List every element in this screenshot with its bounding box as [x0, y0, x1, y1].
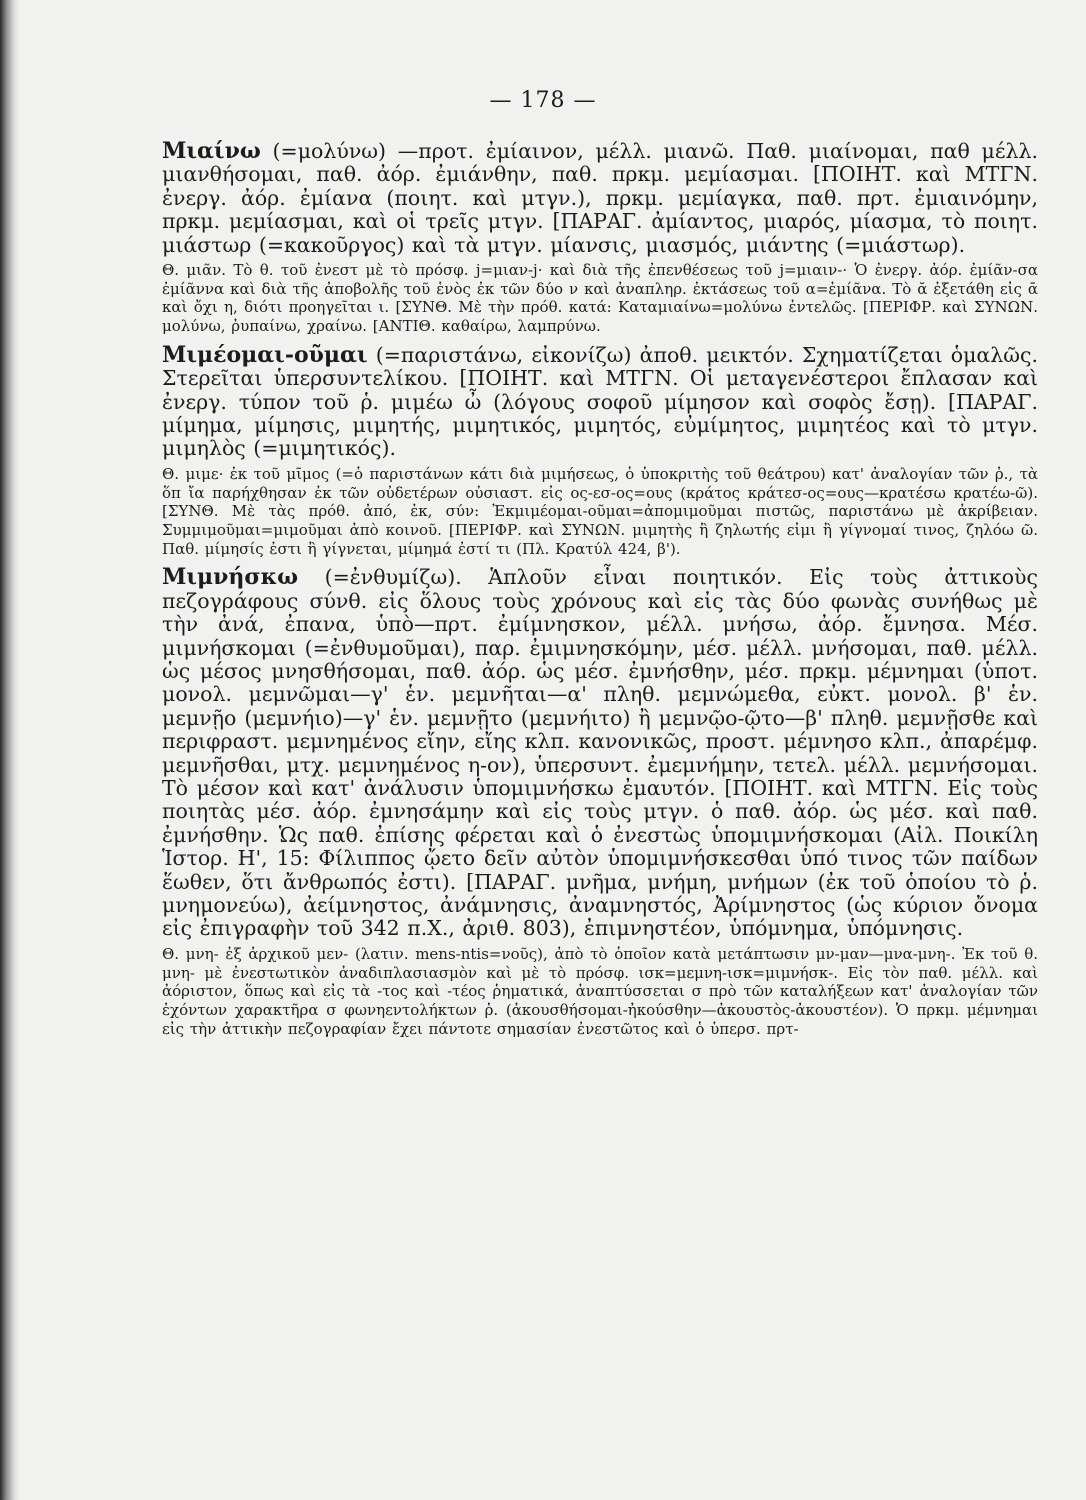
entry-etymology: Θ. μνη- ἐξ ἀρχικοῦ μεν- (λατιν. mens-ntis=νοῦς), ἀπὸ τὸ ὁποῖον κατὰ μετάπτωσιν μν-μαν—μνα-μνη-. Ἐκ τοῦ θ. μνη- μὲ ἐνεστωτικὸν ἀναδιπλασιασμὸν καὶ μὲ τὸ πρόσφ. ισκ=μεμνη-ισκ=μιμνήσκ-. Εἰς τὸν παθ. μέλλ. καὶ ἀόριστον, ὅπως καὶ εἰς τὰ -τος καὶ -τέος ῥηματικά, ἀναπτύσσεται σ πρὸ τῶν καταλήξεων κατ' ἀναλογίαν τῶν ἐχόντων χαρακτῆρα σ φωνηεντολήκτων ῥ. (ἀκουσθήσομαι-ἠκούσθην—ἀκουστὸς-ἀκουστέον). Ὁ πρκμ. μέμνημαι εἰς τὴν ἀττικὴν πεζογραφίαν ἔχει πάντοτε σημασίαν ἐνεστῶτος καὶ ὁ ὑπερσ. πρτ-	[162, 944, 1038, 1038]
entry-etymology: Θ. μιμε· ἐκ τοῦ μῖμος (=ὁ παριστάνων κάτι διὰ μιμήσεως, ὁ ὑποκριτὴς τοῦ θεάτρου) κατ' ἀναλογίαν τῶν ῥ., τὰ ὅπ ἴα παρήχθησαν ἐκ τῶν οὐδετέρων οὐσιαστ. εἰς ος-εσ-ος=ους (κράτος κράτεσ-ος=ους—κρατέσω κρατέω-ῶ). [ΣΥΝΘ. Μὲ τὰς πρόθ. ἀπό, ἐκ, σύν: Ἐκμιμέομαι-οῦμαι=ἀπομιμοῦμαι πιστῶς, παριστάνω μὲ ἀκρίβειαν. Συμμιμοῦμαι=μιμοῦμαι ἀπὸ κοινοῦ. [ΠΕΡΙΦΡ. καὶ ΣΥΝΩΝ. μιμητὴς ἢ ζηλωτής εἰμι ἢ γίγνομαί τινος, ζηλόω ῶ. Παθ. μίμησίς ἐστι ἢ γίγνεται, μίμημά ἐστί τι (Πλ. Κρατύλ 424, β').	[162, 464, 1038, 558]
entry-main-text	[162, 341, 1038, 461]
entry-body: (=μολύνω) —προτ. ἐμίαινον, μέλλ. μιανῶ. Παθ. μιαίνομαι, παθ μέλλ. μιανθήσομαι, παθ. ἀόρ. ἐμιάνθην, παθ. πρκμ. μεμίασμαι. [ΠΟΙΗΤ. καὶ ΜΤΓΝ. ἐνεργ. ἀόρ. ἐμίανα (ποιητ. καὶ μτγν.), πρκμ. μεμίαγκα, παθ. πρτ. ἐμιαινόμην, πρκμ. μεμίασμαι, καὶ οἱ τρεῖς μτγν. [ΠΑΡΑΓ. ἀμίαντος, μιαρός, μίασμα, τὸ ποιητ. μιάστωρ (=κακοῦργος) καὶ τὰ μτγν. μίανσις, μιασμός, μιάντης (=μιάστωρ).	[162, 139, 1038, 257]
entry-mimeomai	[162, 341, 1038, 559]
entry-headword: Μιμνήσκω	[162, 564, 299, 591]
entry-main-text	[162, 140, 1038, 257]
entry-headword: Μιαίνω	[162, 138, 261, 164]
entry-headword: Μιμέομαι-οῦμαι	[162, 341, 368, 368]
dictionary-content	[162, 140, 1038, 1046]
entry-body: (=παριστάνω, εἰκονίζω) ἀποθ. μεικτόν. Σχηματίζεται ὁμαλῶς. Στερεῖται ὑπερσυντελίκου. [ΠΟΙΗΤ. καὶ ΜΤΓΝ. Οἱ μεταγενέστεροι ἔπλασαν καὶ ἐνεργ. τύπον τοῦ ῥ. μιμέω ὦ (λόγους σοφοῦ μίμησον καὶ σοφὸς ἔσῃ). [ΠΑΡΑΓ. μίμημα, μίμησις, μιμητής, μιμητικός, μιμητός, εὐμίμητος, μιμητέος καὶ τὸ μτγν. μιμηλὸς (=μιμητικός).	[162, 342, 1038, 461]
entry-miaino	[162, 140, 1038, 336]
page-number: — 178 —	[489, 88, 597, 113]
entry-main-text	[162, 566, 1038, 941]
page-edge-shadow	[0, 0, 20, 1500]
entry-etymology: Θ. μιᾶν. Τὸ θ. τοῦ ἐνεστ μὲ τὸ πρόσφ. j=μιαν-j· καὶ διὰ τῆς ἐπενθέσεως τοῦ j=μιαιν-· Ὁ ἐνεργ. ἀόρ. ἐμίᾶν-σα ἐμίᾶννα καὶ διὰ τῆς ἀποβολῆς τοῦ ἑνὸς ἐκ τῶν δύο ν καὶ ἀναπληρ. ἐκτάσεως τοῦ α=ἐμίᾶνα. Τὸ ᾰ ἐξετάθη εἰς ᾱ καὶ ὄχι η, διότι προηγεῖται ι. [ΣΥΝΘ. Μὲ τὴν πρόθ. κατά: Καταμιαίνω=μολύνω ἐντελῶς. [ΠΕΡΙΦΡ. καὶ ΣΥΝΩΝ. μολύνω, ῥυπαίνω, χραίνω. [ΑΝΤΙΘ. καθαίρω, λαμπρύνω.	[162, 261, 1038, 336]
entry-mimnesko	[162, 566, 1038, 1038]
entry-body: (=ἐνθυμίζω). Ἁπλοῦν εἶναι ποιητικόν. Εἰς τοὺς ἀττικοὺς πεζογράφους σύνθ. εἰς ὅλους τοὺς χρόνους καὶ εἰς τὰς δύο φωνὰς συνήθως μὲ τὴν ἀνά, ἐπανα, ὑπὸ—πρτ. ἐμίμνησκον, μέλλ. μνήσω, ἀόρ. ἔμνησα. Μέσ. μιμνήσκομαι (=ἐνθυμοῦμαι), παρ. ἐμιμνησκόμην, μέσ. μέλλ. μνήσομαι, παθ. μέλλ. ὡς μέσος μνησθήσομαι, παθ. ἀόρ. ὡς μέσ. ἐμνήσθην, μέσ. πρκμ. μέμνημαι (ὑποτ. μονολ. μεμνῶμαι—γ' ἑν. μεμνῆται—α' πληθ. μεμνώμεθα, εὐκτ. μονολ. β' ἑν. μεμνῇο (μεμνήιο)—γ' ἑν. μεμνῇτο (μεμνήιτο) ἢ μεμνῷο-ῷτο—β' πληθ. μεμνῇσθε καὶ περιφραστ. μεμνημένος εἴην, εἴης κλπ. κανονικῶς, προστ. μέμνησο κλπ., ἀπαρέμφ. μεμνῆσθαι, μτχ. μεμνημένος η-ον), ὑπερσυντ. ἐμεμνήμην, τετελ. μέλλ. μεμνήσομαι. Τὸ μέσον καὶ κατ' ἀνάλυσιν ὑπομιμνήσκω ἐμαυτόν. [ΠΟΙΗΤ. καὶ ΜΤΓΝ. Εἰς τοὺς ποιητὰς μέσ. ἀόρ. ἐμνησάμην καὶ εἰς τοὺς μτγν. ὁ παθ. ἀόρ. ὡς μέσ. καὶ παθ. ἐμνήσθην. Ὡς παθ. ἐπίσης φέρεται καὶ ὁ ἐνεστὼς ὑπομιμνήσκομαι (Αἰλ. Ποικίλη Ἱστορ. Η', 15: Φίλιππος ᾤετο δεῖν αὐτὸν ὑπομιμνήσκεσθαι ὑπό τινος τῶν παίδων ἕωθεν, ὅτι ἄνθρωπός ἐστι). [ΠΑΡΑΓ. μνῆμα, μνήμη, μνήμων (ἐκ τοῦ ὁποίου τὸ ῥ. μνημονεύω), ἀείμνηστος, ἀνάμνησις, ἀναμνηστός, Ἀρίμνηστος (ὡς κύριον ὄνομα εἰς ἐπιγραφὴν τοῦ 342 π.Χ., ἀριθ. 803), ἐπιμνηστέον, ὑπόμνημα, ὑπόμνησις.	[162, 565, 1038, 941]
